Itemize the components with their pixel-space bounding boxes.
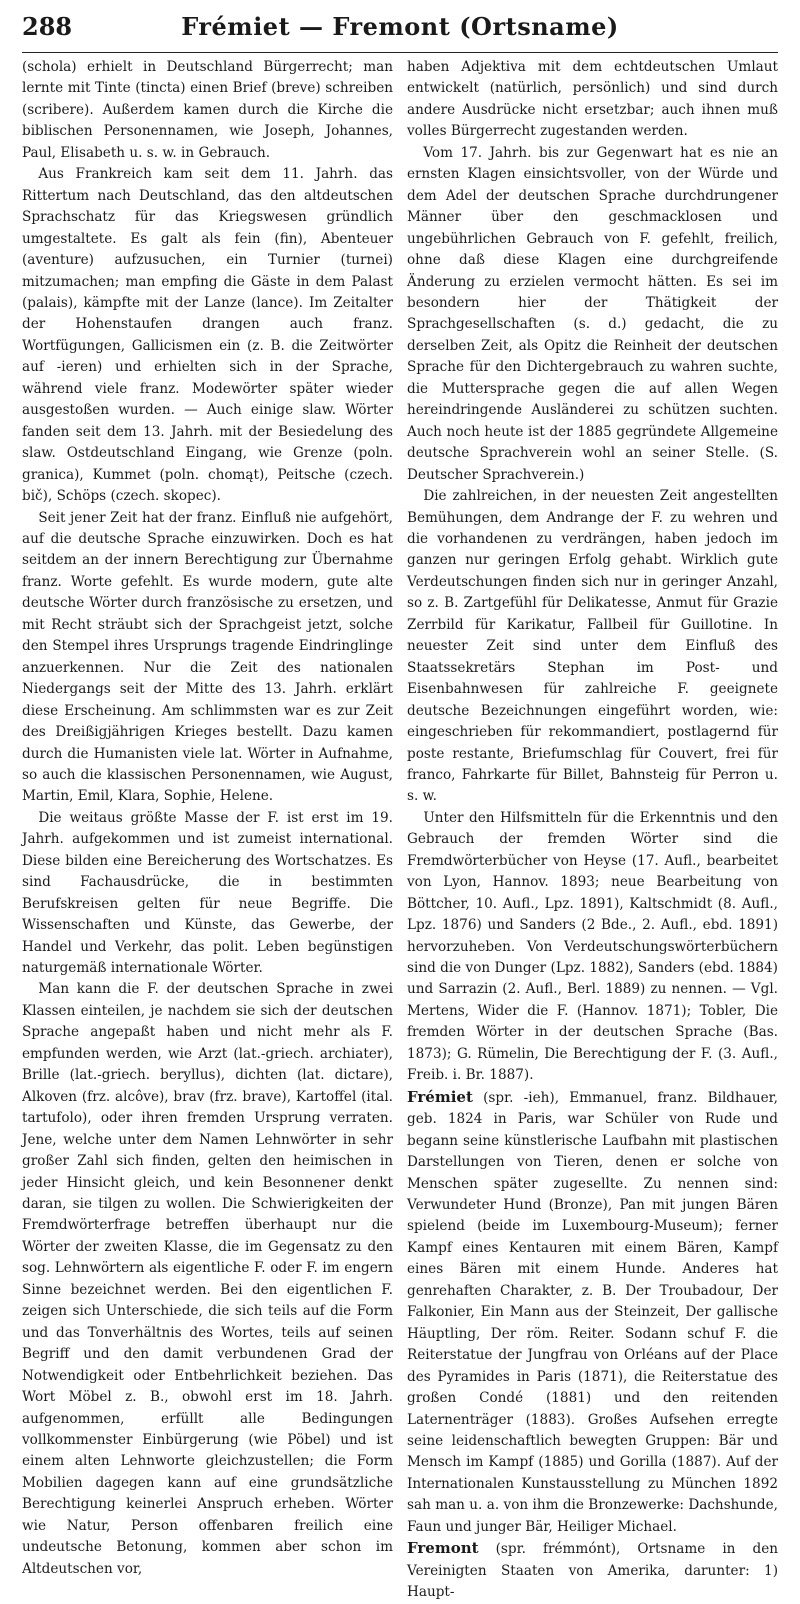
paragraph: Die weitaus größte Masse der F. ist erst im 19. Jahrh. aufgekommen und ist zumeist international. Diese bilden eine Bereicherung des Wortschatzes. Es sind Fachausdrücke, die in bestimmten Berufskreisen gelten für neue Begriffe. Die Wissenschaften und Künste, das Gewerbe, der Handel und Verkehr, das polit. Leben begünstigen naturgemäß internationale Wörter. [22,809,393,977]
lexicon-entry [407,1538,778,1603]
continued-paragraph: (schola) erhielt in Deutschland Bürgerrecht; man lernte mit Tinte (tincta) einen Brief (breve) schreiben (scribere). Außerdem kamen durch die Kirche die biblischen Personennamen, wie Joseph, Johannes, Paul, Elisabeth u. s. w. in Gebrauch. [22,59,393,161]
entry-text: (spr. -ieh), Emmanuel, franz. Bildhauer, geb. 1824 in Paris, war Schüler von Rude und begann seine künstlerische Laufbahn mit plastischen Darstellungen von Tieren, denen er solche von Menschen später zugesellte. Zu nennen sind: Verwundeter Hund (Bronze), Pan mit jungen Bären spielend (beide im Luxembourg-Museum); ferner Kampf eines Kentauren mit einem Bären, Kampf eines Bären mit einem Hunde. Anderes hat genrehaften Charakter, z. B. Der Troubadour, Der Falkonier, Ein Mann aus der Steinzeit, Der gallische Häuptling, Der röm. Reiter. Sodann schuf F. die Reiterstatue der Jungfrau von Orléans auf der Place des Pyramides in Paris (1871), die Reiterstatue des großen Condé (1881) und den reitenden Laternenträger (1883). Großes Aufsehen erregte seine leidenschaftlich bewegten Gruppen: Bär und Mensch im Kampf (1885) und Gorilla (1887). Auf der Internationalen Kunstausstellung zu München 1892 sah man u. a. von ihm die Bronzewerke: Dachshunde, Faun und junger Bär, Heiliger Michael. [407,1089,778,1535]
paragraph: Vom 17. Jahrh. bis zur Gegenwart hat es nie an ernsten Klagen einsichtsvoller, von der Würde und dem Adel der deutschen Sprache durchdrungener Männer über den geschmacklosen und ungebührlichen Gebrauch von F. gefehlt, freilich, ohne daß diese Klagen eine durchgreifende Änderung zu erzielen vermocht hätten. Es sei im besondern hier der Thätigkeit der Sprachgesellschaften (s. d.) gedacht, die zu derselben Zeit, als Opitz die Reinheit der deutschen Sprache für den Dichtergebrauch zu wahren suchte, die Muttersprache gegen die auf allen Wegen hereindringende Ausländerei zu schützen suchten. Auch noch heute ist der 1885 gegründete Allgemeine deutsche Sprachverein wohl an seiner Stelle. (S. Deutscher Sprachverein.) [407,144,778,483]
paragraph: Seit jener Zeit hat der franz. Einfluß nie aufgehört, auf die deutsche Sprache einzuwirken. Doch es hat seitdem an der innern Berechtigung zur Übernahme franz. Worte gefehlt. Es wurde modern, gute alte deutsche Wörter durch französische zu ersetzen, und mit Recht sträubt sich der Sprachgeist jetzt, solche den Stempel ihres Ursprungs tragende Eindringlinge anzuerkennen. Nur die Zeit des nationalen Niedergangs seit der Mitte des 13. Jahrh. erklärt diese Erscheinung. Am schlimmsten war es zur Zeit des Dreißigjährigen Krieges bestellt. Dazu kamen durch die Humanisten viele lat. Wörter in Aufnahme, so auch die klassischen Personennamen, wie August, Martin, Emil, Klara, Sophie, Helene. [22,509,393,805]
left-column [22,57,393,1604]
text-columns [22,57,778,1604]
paragraph: Unter den Hilfsmitteln für die Erkenntnis und den Gebrauch der fremden Wörter sind die Fremdwörterbücher von Heyse (17. Aufl., bearbeitet von Lyon, Hannov. 1893; neue Bearbeitung von Böttcher, 10. Aufl., Lpz. 1891), Kaltschmidt (8. Aufl., Lpz. 1876) und Sanders (2 Bde., 2. Aufl., ebd. 1891) hervorzuheben. Von Verdeutschungswörterbüchern sind die von Dunger (Lpz. 1882), Sanders (ebd. 1884) und Sarrazin (2. Aufl., Berl. 1889) zu nennen. — Vgl. Mertens, Wider die F. (Hannov. 1871); Tobler, Die fremden Wörter in der deutschen Sprache (Bas. 1873); G. Rümelin, Die Berechtigung der F. (3. Aufl., Freib. i. Br. 1887). [407,809,778,1084]
paragraph: Aus Frankreich kam seit dem 11. Jahrh. das Rittertum nach Deutschland, das den altdeutschen Sprachschatz für das Kriegswesen gründlich umgestaltete. Es galt als fein (fin), Abenteuer (aventure) aufzusuchen, ein Turnier (turnei) mitzumachen; man empfing die Gäste in dem Palast (palais), kämpfte mit der Lanze (lance). Im Zeitalter der Hohenstaufen drangen auch franz. Wortfügungen, Gallicismen ein (z. B. die Zeitwörter auf -ieren) und erhielten sich in der Sprache, während viele franz. Modewörter später wieder ausgestoßen wurden. — Auch einige slaw. Wörter fanden seit dem 13. Jahrh. mit der Besiedelung des slaw. Ostdeutschland Eingang, wie Grenze (poln. granica), Kummet (poln. chomąt), Peitsche (czech. bič), Schöps (czech. skopec). [22,166,393,505]
running-head: Frémiet — Fremont (Ortsname) [181,12,619,41]
page-header [22,12,778,53]
page-number: 288 [22,12,73,41]
entry-headword: Fremont [407,1539,479,1558]
entry-headword: Frémiet [407,1087,473,1106]
right-column [407,57,778,1604]
paragraph: Die zahlreichen, in der neuesten Zeit angestellten Bemühungen, dem Andrange der F. zu wehren und die vorhandenen zu verdrängen, haben jedoch im ganzen nur geringen Erfolg gehabt. Wirklich gute Verdeutschungen finden sich nur in geringer Anzahl, so z. B. Zartgefühl für Delikatesse, Anmut für Grazie Zerrbild für Karikatur, Fallbeil für Guillotine. In neuester Zeit sind unter dem Einfluß des Staatssekretärs Stephan im Post- und Eisenbahnwesen für zahlreiche F. geeignete deutsche Bezeichnungen eingeführt worden, wie: eingeschrieben für rekommandiert, postlagernd für poste restante, Briefumschlag für Couvert, frei für franco, Fahrkarte für Billet, Bahnsteig für Perron u. s. w. [407,488,778,805]
entry-text: (spr. frémmónt), Ortsname in den Vereinigten Staaten von Amerika, darunter: 1) Haupt- [407,1541,778,1601]
lexicon-entry [407,1087,778,1539]
continued-paragraph: haben Adjektiva mit dem echtdeutschen Umlaut entwickelt (natürlich, persönlich) und sind durch andere Ausdrücke nicht ersetzbar; auch ihnen muß volles Bürgerrecht zugestanden werden. [407,59,778,140]
paragraph: Man kann die F. der deutschen Sprache in zwei Klassen einteilen, je nachdem sie sich der deutschen Sprache angepaßt haben und nicht mehr als F. empfunden werden, wie Arzt (lat.-griech. archiater), Brille (lat.-griech. beryllus), dichten (lat. dictare), Alkoven (frz. alcôve), brav (frz. brave), Kartoffel (ital. tartufolo), oder ihren fremden Ursprung verraten. Jene, welche unter dem Namen Lehnwörter in sehr großer Zahl sich finden, gelten den heimischen in jeder Hinsicht gleich, und kein Besonnener denkt daran, sie tilgen zu wollen. Die Schwierigkeiten der Fremdwörterfrage betreffen überhaupt nur die Wörter der zweiten Klasse, die im Gegensatz zu den sog. Lehnwörtern als eigentliche F. oder F. im engern Sinne bezeichnet werden. Bei den eigentlichen F. zeigen sich Unterschiede, die sich teils auf die Form und das Tonverhältnis des Wortes, teils auf seinen Begriff und den damit verbundenen Grad der Notwendigkeit oder Entbehrlichkeit beziehen. Das Wort Möbel z. B., obwohl erst im 18. Jahrh. aufgenommen, erfüllt alle Bedingungen vollkommenster Einbürgerung (wie Pöbel) und ist einem alten Lehnworte gleichzustellen; die Form Mobilien dagegen kann auf eine grundsätzliche Berechtigung keinerlei Anspruch erheben. Wörter wie Natur, Person offenbaren freilich eine undeutsche Betonung, kommen aber schon im Altdeutschen vor, [22,981,393,1577]
